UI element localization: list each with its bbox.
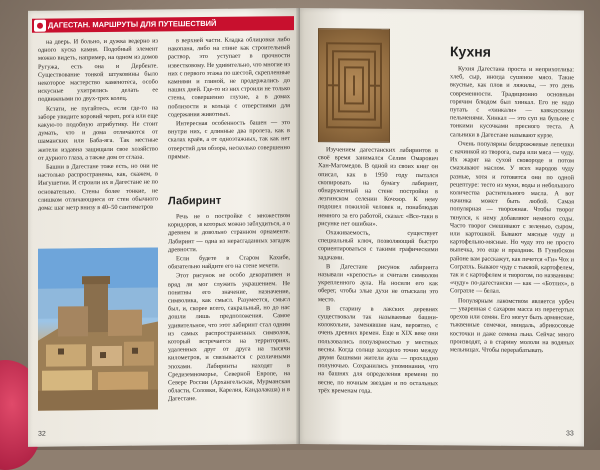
fortress-illustration	[38, 247, 158, 410]
paragraph: Интересная особенность башен — это внутри них, с длинные два пролета, как в скалах краёв, а от одноэтажных, так как нет отверстий для обзора, несколько совершенно прямые.	[168, 119, 290, 161]
right-page	[300, 8, 584, 446]
kitchen-text	[450, 65, 574, 356]
paragraph: Очень популярны бездрожжевые лепешки с начинкой из творога, сыра или мяса — чуду. Их жарят на сухой сковороде и потом смазывают маслом. У всех народов чуду разные, хотя и готовятся они по одной рецептуре: тесто из муки, воды и небольшого количества растительного масла. А вот начинка может быть любой. Самая популярная — творожная. Чтобы творог тянулся, к нему добавляют немного соды. Часто творог смешивают с зеленью, сыром, или картошкой. Бывают мясные чуду и картофельно-мясные. Но чуду это не просто выпечка, это еще и праздник. В Гунибском районе вам расскажут, как печется «Ги» Чох и Согратль. Бывают чуду с тыквой, картофелем, так и с картофелем и творогом, по названиям: «чуду» по-дагестански — как — «Ботлих», в Согратле — белал.	[450, 140, 574, 297]
paragraph: Речь не о постройке с множеством коридоров, в которых можно заблудиться, а о древнем и довольно странном орнаменте. Лабиринт — одна из нерасгаданных загадок древности.	[168, 212, 290, 254]
paragraph: Башни в Дагестане тоже есть, но они не настолько распространены, как, скажем, в Ингушетии. И строили их в Дагестане не по основательно. Стены более тонкие, не слишком отличающиеся от стен обычного дома: шаг метр внизу в 40–50 сантиметров	[38, 163, 158, 213]
section-title-kitchen: Кухня	[450, 43, 491, 59]
fortress-photo	[38, 247, 158, 410]
paragraph: в верхней части. Кладка облицовки либо накопана, либо на глине как строительный раствор, это уступает в прочности известковому. Не удивительно, что многие из них с первого этажа по шестой, скрепленные камнями и глиной, не продержались до наших дней. Где-то из них строили не только стены, совершенно глухие, а в домах поблизости и кольца с отверстиями для содержания животных.	[168, 36, 290, 119]
page-header	[32, 16, 294, 33]
paragraph: В старину в лакских деревнях существовали так называемые башни-колокольни, заменявшие нам, вероятно, с очень древних времен. Еще в XIX веке они пользовались популярностью у местных весны. Когда солнце заходило точно между двумя башнями жители аула — прохладно полуночью. Сохранились упоминания, что на башнях для определения времени по весне, по ночным звездам и по остальных трёх временам года.	[318, 305, 438, 396]
open-book	[28, 8, 584, 444]
section-title-labyrinth: Лабиринт	[168, 195, 221, 208]
guide-logo-icon	[34, 20, 46, 32]
left-column-2	[168, 36, 290, 162]
paragraph: Охаживаемость, существует специальный ключ, позволяющий быстро сориентироваться с такими графическими задачами.	[318, 229, 438, 263]
left-column-1	[38, 37, 158, 214]
paragraph: Популярным лакомством является урбеч — уваренная с сахаром масса из перетертых орехов или семян. Его могут быть армянские, тыквенные семечки, миндаль, абрикосовые косточки и даже семена льна. Сейчас много производят, а в старину мололи на водяных мельницах. Чтобы перерабатывать	[450, 297, 574, 356]
page-number-right: 33	[566, 430, 574, 437]
header-title: ДАГЕСТАН. МАРШРУТЫ ДЛЯ ПУТЕШЕСТВИЙ	[48, 19, 216, 30]
labyrinth-text	[168, 212, 290, 405]
left-page	[28, 8, 300, 447]
page-number-left: 32	[38, 431, 46, 438]
paragraph: Этот рисунок не особо декоративен и вряд ли мог служить украшением. Не понятны его значение, назначение, символика, как смысл. Разумеется, смысл был, и, скорее всего, сакральный, но до нас дошли лишь предположения. Самое удивительное, что этот лабиринт стал одним из самых распространенных символов, который встречается на территориях, удаленных друг от друга на тысячи километров, и связывается с различными эпохами. Лабиринты находят в Средиземноморье, Северной Европе, на Севере России (Архангельская, Мурманская области, Соловки, Карелия, Кандалакша) и в Дагестане.	[168, 272, 290, 405]
right-column-1	[318, 146, 438, 397]
labyrinth-icon	[319, 29, 389, 142]
paragraph: Изучением дагестанских лабиринтов в своё время занимался Селим Омарович Хан-Магомедов. В одной из своих книг он описал, как в 1950 году пытался скопировать на бумагу лабиринт, обнаруженный на стене постройки в лезгинском селении Кочхюр. К нему подошел пожилой человек и, понаблюдав немного за его работой, сказал: «Все-таки в рисунке нет ошибки».	[318, 146, 438, 229]
paragraph: В Дагестане рисунок лабиринта называли «крепость» и считали символом укрепленного аула. На носили его как оберег, чтобы злые духи не отыскали это место.	[318, 263, 438, 305]
paragraph: Кухня Дагестана проста и неприхотлива: хлеб, сыр, иногда сушеное мясо. Такие вкусные, как плов и ляжилы, — это день современности. Традиционно основным горячим блюдом был хинкал. Его не надо путать с «хинкали» — кавказскими пельменями. Хинкал — это суп на бульоне с тонкими кусочками пресного теста. А сальники в Дагестане называют курзе.	[450, 65, 574, 140]
paragraph: Кстати, не пугайтесь, если где-то на заборе увидите коровий череп, рога или еще какую-то подобную атрибутику. Не стоит думать, что и дома отличаются от шаманских или Баба-яга. Так местные жители издавна защищали свое хозяйство от дурного глаза, а также дом от сглаза.	[38, 104, 158, 163]
paragraph: на дверь. И больно, и дужка ведерно из одного куска камня. Подобный элемент можно видеть, например, на одном из домов Ругужа, есть она и Дербенте. Существование тонкой штуковины было некоторое мастерство каменотеса, особо искусные ухитрялись делать ее подвижными по двух-трех колец.	[38, 37, 158, 104]
labyrinth-stone-photo	[318, 28, 390, 143]
paragraph: Если будете в Старом Кахибе, обязательно найдите его на стене мечети.	[168, 254, 290, 272]
